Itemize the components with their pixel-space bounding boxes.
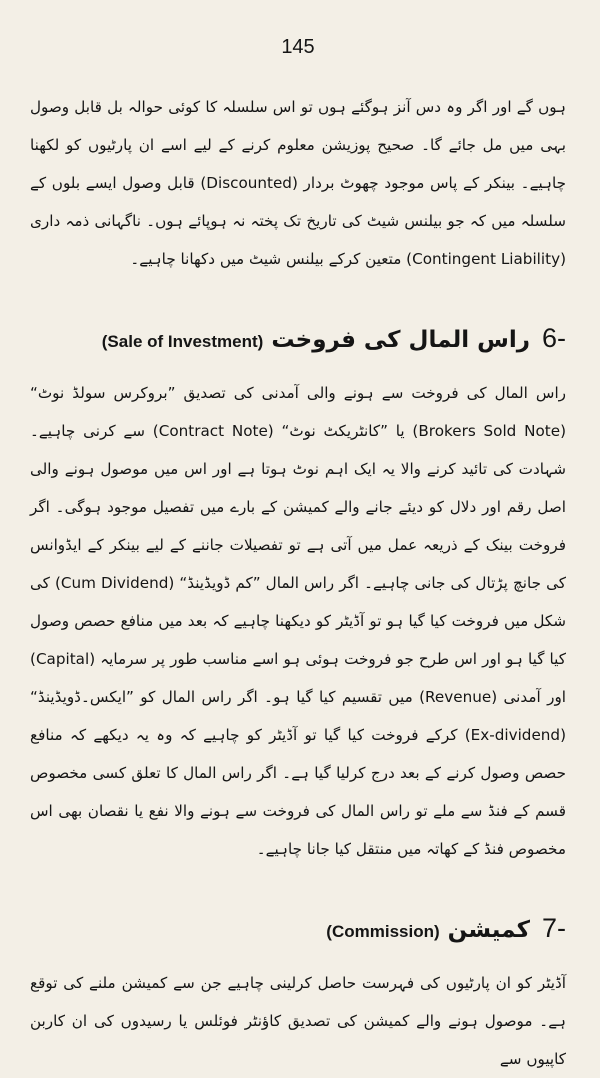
- section-title: کمیشن: [447, 917, 530, 943]
- section-heading-sale-of-investment: [30, 306, 566, 370]
- section-number: -7: [541, 913, 566, 943]
- section-title-english: (Sale of Investment): [101, 332, 264, 351]
- section-title-english: (Commission): [326, 922, 440, 941]
- page-number: 145: [281, 36, 315, 58]
- section-title: راس المال کی فروخت: [271, 327, 530, 353]
- paragraph-bills-discounted: ہوں گے اور اگر وہ دس آنز ہوگئے ہوں تو اس سلسلہ کا کوئی حوالہ بل قابل وصول بہی میں مل جائے گا۔ صحیح پوزیشن معلوم کرنے کے لیے اسے ان پارٹیوں کو لکھنا چاہیے۔ بینکر کے پاس موجود چھوٹ بردار (Discounted) قابل وصول ایسے بلوں کے سلسلہ میں کہ جو بیلنس شیٹ کی تاریخ تک پختہ نہ ہوپائے ہوں۔ ناگہانی ذمہ داری (Contingent Liability) متعین کرکے بیلنس شیٹ میں دکھانا چاہیے۔: [30, 98, 566, 268]
- section-heading-commission: [30, 896, 566, 960]
- paragraph-sale-of-investment: راس المال کی فروخت سے ہونے والی آمدنی کی تصدیق ”بروکرس سولڈ نوٹ“ (Brokers Sold Note) یا ”کانٹریکٹ نوٹ“ (Contract Note) سے کرنی چاہیے۔ شہادت کی تائید کرنے والا یہ ایک اہم نوٹ ہوتا ہے اور اس میں موصول ہونے والی اصل رقم اور دلال کو دیئے جانے والے کمیشن کے بارے میں تفصیل موجود ہوگی۔ اگر فروخت بینک کے ذریعہ عمل میں آتی ہے تو تفصیلات جاننے کے لیے بینکر کے ایڈوانس کی جانچ پڑتال کی جانی چاہیے۔ اگر راس المال ”کم ڈویڈینڈ“ (Cum Dividend) کی شکل میں فروخت کیا گیا ہو تو آڈیٹر کو دیکھنا چاہیے کہ بعد میں منافع حصص وصول کیا گیا ہو اور اس طرح جو فروخت ہوئی ہو اسے مناسب طور پر سرمایہ (Capital) اور آمدنی (Revenue) میں تقسیم کیا گیا ہو۔ اگر راس المال کو ”ایکس۔ڈویڈینڈ“ (Ex-dividend) کرکے فروخت کیا گیا تو آڈیٹر کو چاہیے کہ وہ یہ دیکھے کہ منافع حصص وصول کرنے کے بعد درج کرلیا گیا ہے۔ اگر راس المال کا تعلق کسی مخصوص قسم کے فنڈ سے ملے تو راس المال کی فروخت سے ہونے والا نفع یا نقصان بھی اس مخصوص فنڈ کے کھاتہ میں منتقل کیا جانا چاہیے۔: [30, 384, 567, 858]
- section-number: -6: [541, 323, 566, 353]
- paragraph-commission: آڈیٹر کو ان پارٹیوں کی فہرست حاصل کرلینی چاہیے جن سے کمیشن ملنے کی توقع ہے۔ موصول ہونے والے کمیشن کی تصدیق کاؤنٹر فوئلس یا رسیدوں کی ان کاربن کاپیوں سے: [30, 974, 566, 1068]
